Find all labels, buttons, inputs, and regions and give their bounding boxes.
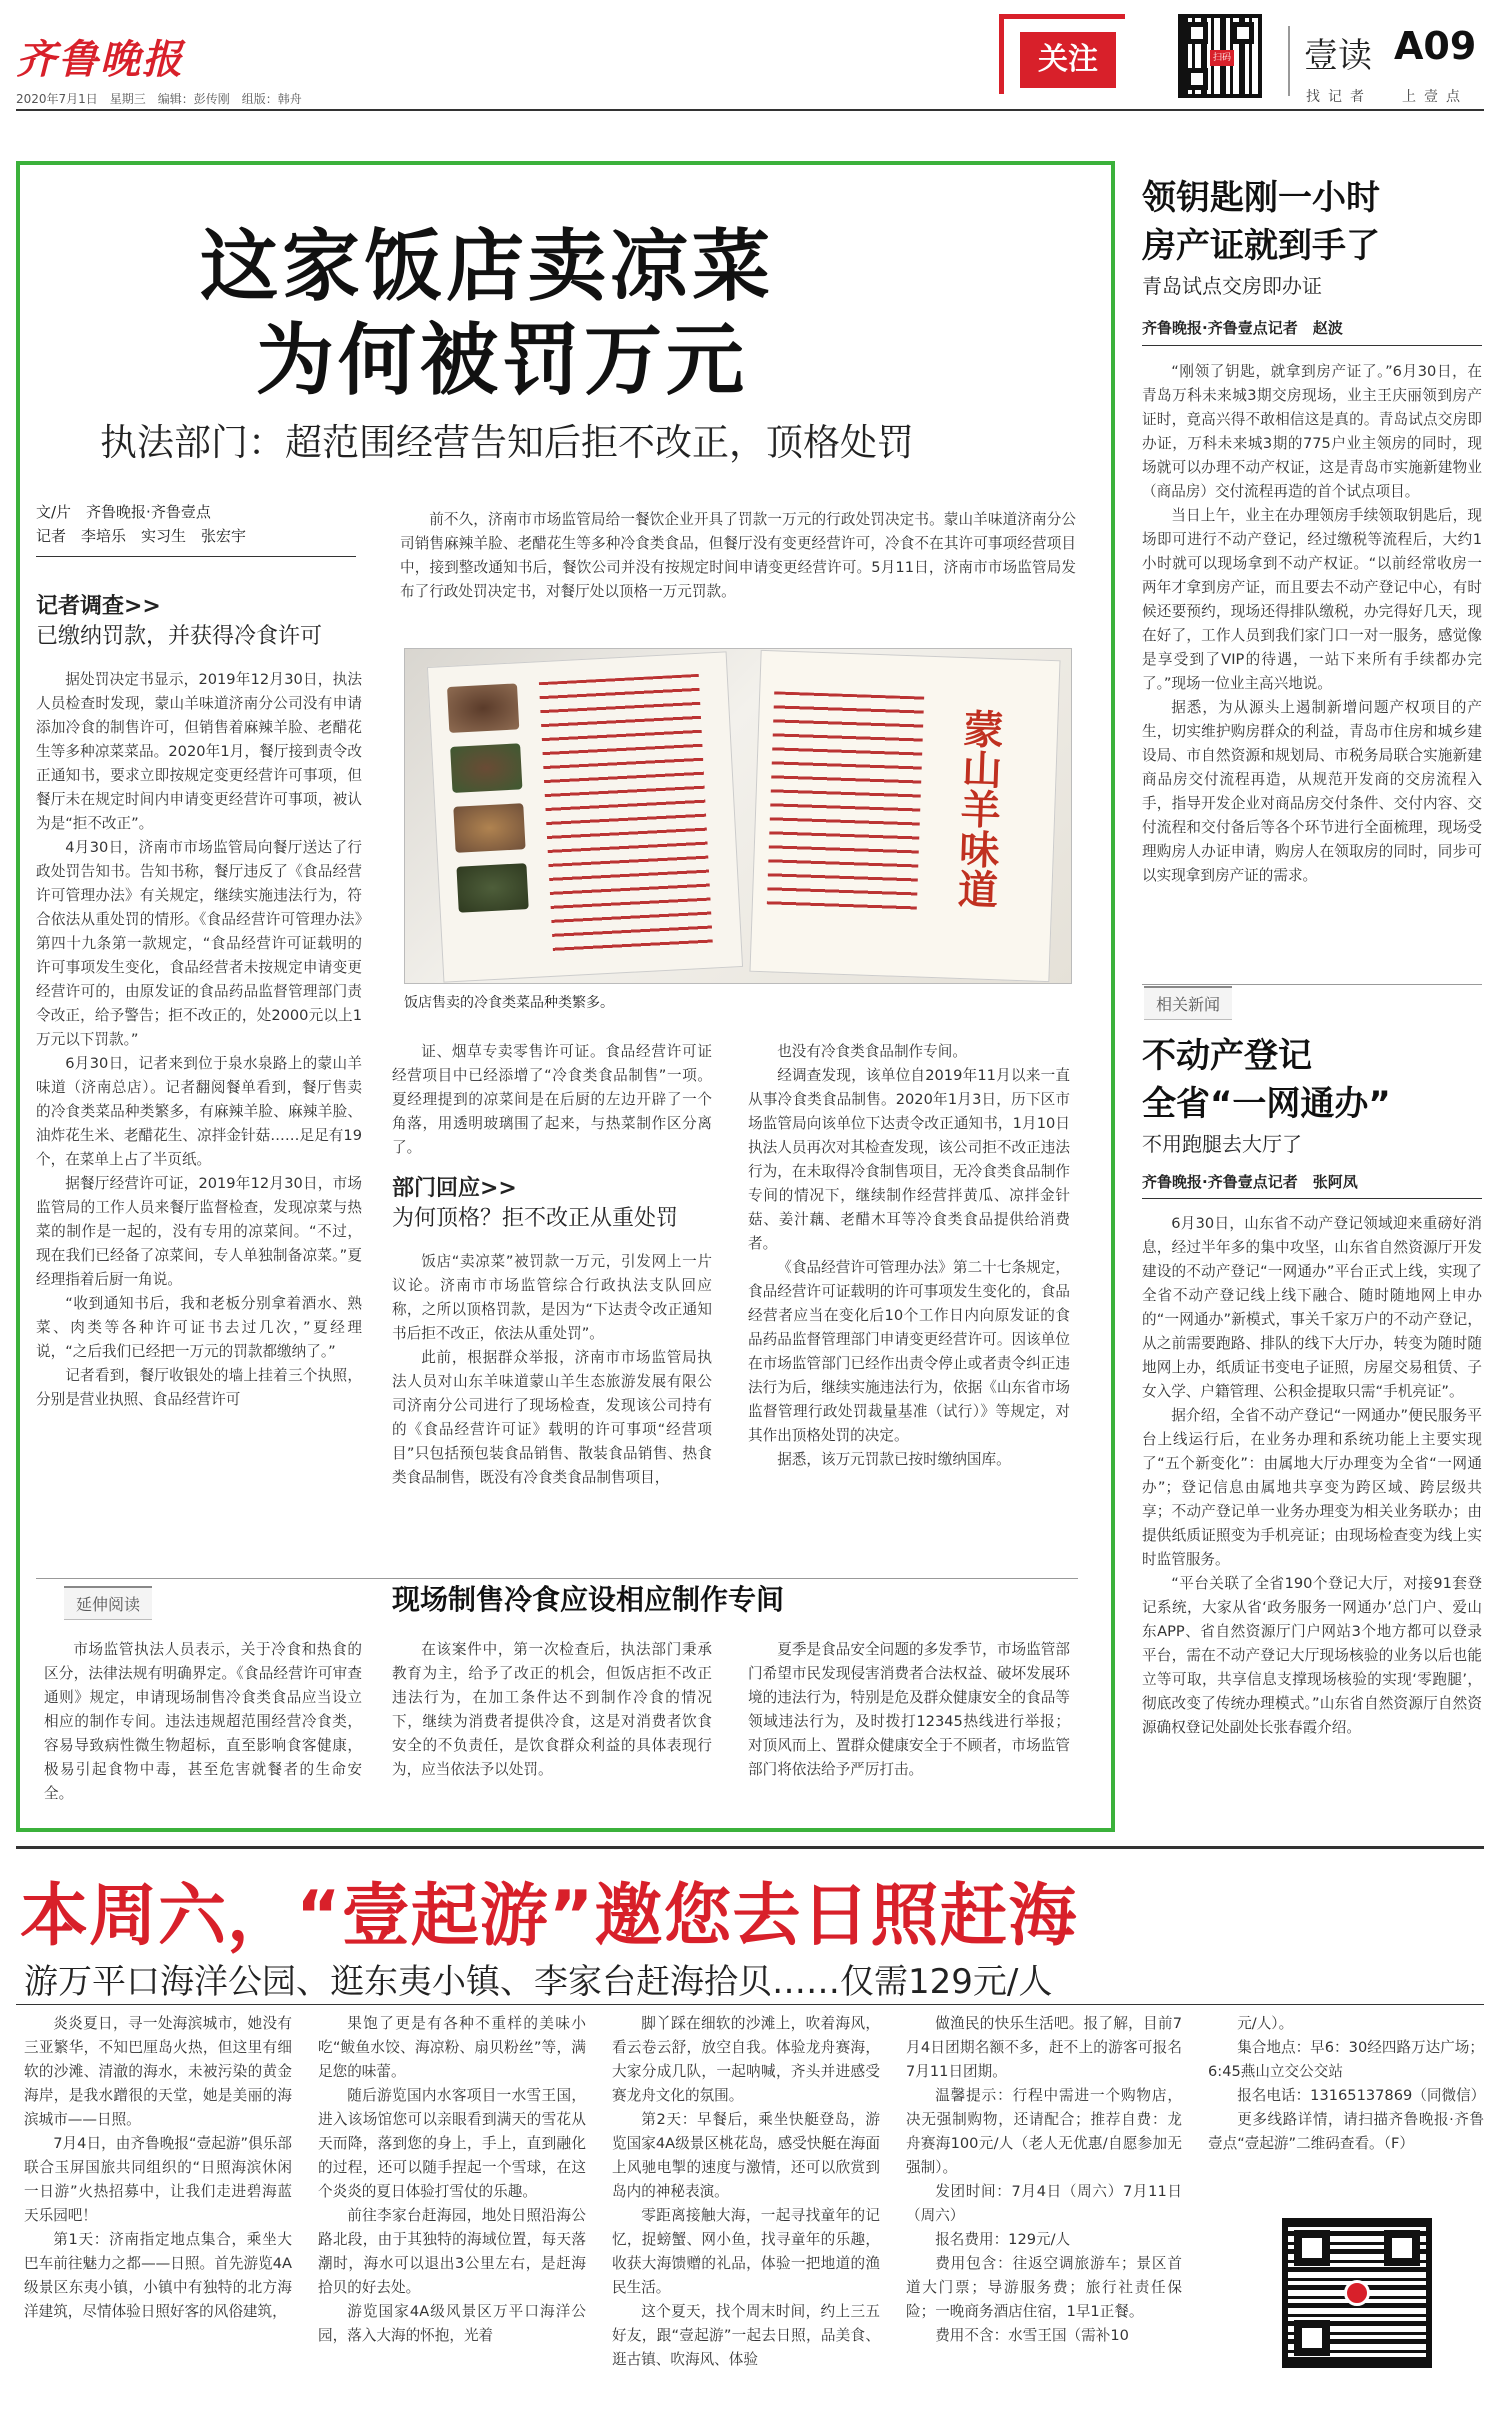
food-thumb bbox=[450, 743, 522, 793]
qr-center-logo bbox=[1344, 2280, 1370, 2306]
ad-para: 报名电话：13165137869（同微信） bbox=[1237, 2087, 1486, 2104]
related-title-2: 全省“一网通办” bbox=[1142, 1084, 1391, 1124]
ad-para: 零距离接触大海，一起寻找童年的记忆，捉螃蟹、网小鱼，找寻童年的乐趣，收获大海馈赠的礼品，体验一把地道的渔民生活。 bbox=[612, 2207, 880, 2296]
col2-para: 证、烟草专卖零售许可证。食品经营许可证经营项目中已经添增了“冷食类食品制售”一项。夏经理提到的凉菜间是在后厨的左边开辟了一个角落，用透明玻璃围了起来，与热菜制作区分离了。 bbox=[392, 1043, 712, 1156]
section1-head: 已缴纳罚款，并获得冷食许可 bbox=[36, 624, 323, 649]
ad-para: 脚丫踩在细软的沙滩上，吹着海风，看云卷云舒，放空自我。体验龙舟赛海，大家分成几队，一起呐喊，齐头并进感受赛龙舟文化的氛围。 bbox=[612, 2015, 880, 2104]
ad-para: 炎炎夏日，寻一处海滨城市，她没有三亚繁华，不知巴厘岛火热，但这里有细软的沙滩、清澈的海水，未被污染的黄金海岸，是我水蹭很的天堂，她是美丽的海滨城市——日照。 bbox=[24, 2015, 292, 2128]
byline-line-2: 记者 李培乐 实习生 张宏宇 bbox=[36, 527, 247, 545]
related-para: 6月30日，山东省不动产登记领域迎来重磅好消息，经过半年多的集中攻坚，山东省自然资源厅开发建设的不动产登记“一网通办”平台正式上线，实现了全省不动产登记线上线下融合、随时随地网上申办的“一网通办”新模式，事关千家万户的不动产登记，从之前需要跑路、排队的线下大厅办，转变为随时随地网上办，纸质证书变电子证照，房屋交易租赁、子女入学、户籍管理、公积金提取只需“手机亮证”。 bbox=[1142, 1215, 1482, 1400]
date-line: 2020年7月1日 星期三 编辑：彭传刚 组版：韩舟 bbox=[16, 92, 302, 106]
masthead bbox=[16, 8, 1484, 110]
ad-para: 7月4日，由齐鲁晚报“壹起游”俱乐部联合玉屏国旅共同组织的“日照海滨休闲一日游”火热招募中，让我们走进碧海蓝天乐园吧！ bbox=[24, 2135, 292, 2224]
ad-subtitle: 游万平口海洋公园、逛东夷小镇、李家台赶海拾贝……仅需129元/人 bbox=[24, 1962, 1053, 2002]
menu-sign: 蒙山羊味道 bbox=[950, 707, 1005, 910]
byline-line-1: 文/片 齐鲁晚报·齐鲁壹点 bbox=[36, 503, 211, 521]
related-rule bbox=[1142, 984, 1482, 985]
ad-para: 费用包含：往返空调旅游车；景区首道大门票；导游服务费；旅行社责任保险；一晚商务酒店住宿，1早1正餐。 bbox=[906, 2255, 1182, 2320]
side-byline: 齐鲁晚报·齐鲁壹点记者 赵波 bbox=[1142, 319, 1343, 337]
main-subtitle: 执法部门：超范围经营告知后拒不改正，顶格处罚 bbox=[100, 421, 914, 464]
ad-para: 费用不含：水雪王国（需补10 bbox=[935, 2327, 1129, 2344]
ad-para: 果饱了更是有各种不重样的美味小吃“鲅鱼水饺、海凉粉、扇贝粉丝”等，满足您的味蕾。 bbox=[318, 2015, 586, 2080]
related-byline-rule bbox=[1142, 1198, 1482, 1199]
side-title-1: 领钥匙刚一小时 bbox=[1142, 178, 1380, 218]
qr-corner bbox=[1232, 22, 1254, 44]
menu-text-lines bbox=[767, 691, 925, 916]
col1-para: 据餐厅经营许可证，2019年12月30日，市场监管局的工作人员来餐厅监督检查，发现凉菜与热菜的制作是一起的，没有专用的凉菜间。“不过，现在我们已经备了凉菜间，专人单独制备凉菜。”夏经理指着后厨一角说。 bbox=[36, 1175, 362, 1288]
extended-tab: 延伸阅读 bbox=[64, 1586, 152, 1620]
masthead-rule bbox=[16, 109, 1484, 111]
section-name: 壹读 bbox=[1304, 36, 1372, 76]
ad-para: 随后游览国内水客项目一水雪王国，进入该场馆您可以亲眼看到满天的雪花从天而降，落到您的身上，手上，直到融化的过程，还可以随手捏起一个雪球，在这个炎炎的夏日体验打雪仗的乐趣。 bbox=[318, 2087, 586, 2200]
side-title-2: 房产证就到手了 bbox=[1142, 226, 1380, 266]
tagline-right: 上壹点 bbox=[1402, 89, 1468, 105]
menu-page-right bbox=[749, 650, 1060, 982]
related-body bbox=[1142, 1212, 1482, 1740]
section-divider bbox=[1288, 26, 1290, 96]
ad-para: 做渔民的快乐生活吧。报了解，目前7月4日团期名额不多，赶不上的游客可报名7月11日团期。 bbox=[906, 2015, 1182, 2080]
related-para: “平台关联了全省190个登记大厅，对接91套登记系统，大家从省‘政务服务一网通办’总门户、爱山东APP、省自然资源厅门户网站3个地方都可以登录平台，需在不动产登记大厅现场核验的业务以后也能立等可取，共享信息支撑现场核验的实现‘零跑腿’，彻底改变了传统办理模式。”山东省自然资源厅自然资源确权登记处副处长张春霞介绍。 bbox=[1142, 1575, 1482, 1736]
qr-corner bbox=[1384, 2230, 1420, 2266]
ad-top-rule bbox=[16, 1846, 1484, 1849]
related-byline: 齐鲁晚报·齐鲁壹点记者 张阿凤 bbox=[1142, 1173, 1358, 1191]
ad-col-2 bbox=[318, 2012, 586, 2348]
related-subtitle: 不用跑腿去大厅了 bbox=[1142, 1132, 1302, 1156]
section-tag: 关注 bbox=[1020, 32, 1116, 88]
section2-head: 为何顶格？拒不改正从重处罚 bbox=[392, 1206, 679, 1231]
col3-para: 也没有冷食类食品制作专间。 bbox=[777, 1043, 967, 1060]
side-para: “刚领了钥匙，就拿到房产证了。”6月30日，在青岛万科未来城3期交房现场，业主王庆丽领到房产证时，竟高兴得不敢相信这是真的。青岛试点交房即办证，万科未来城3期的775户业主领房的同时，现场就可以办理不动产权证，这是青岛市实施新建物业（商品房）交付流程再造的首个试点项目。 bbox=[1142, 363, 1482, 500]
ad-col-4 bbox=[906, 2012, 1182, 2348]
menu-text-lines bbox=[539, 674, 713, 952]
ad-col-5 bbox=[1208, 2012, 1484, 2156]
article-column-2 bbox=[392, 1040, 712, 1160]
extended-col-3: 夏季是食品安全问题的多发季节，市场监管部门希望市民发现侵害消费者合法权益、破坏发展环境的违法行为，特别是危及群众健康安全的食品等领域违法行为，及时拨打12345热线进行举报；对顶风而上、置群众健康安全于不顾者，市场监管部门将依法给予严厉打击。 bbox=[748, 1641, 1070, 1778]
ad-para: 集合地点：早6：30经四路万达广场；6:45燕山立交公交站 bbox=[1208, 2039, 1484, 2080]
col1-para: 4月30日，济南市市场监管局向餐厅送达了行政处罚告知书。告知书称，餐厅违反了《食品经营许可管理办法》有关规定，继续实施违法行为，符合依法从重处罚的情形。《食品经营许可管理办法》第四十九条第一款规定，“食品经营许可证载明的许可事项发生变化，食品经营者未按规定申请变更经营许可的，由原发证的食品药品监督管理部门责令改正，给予警告；拒不改正的，处2000元以上1万元以下罚款。” bbox=[36, 839, 362, 1048]
col3-para: 据悉，该万元罚款已按时缴纳国库。 bbox=[777, 1451, 1011, 1468]
article-column-2b bbox=[392, 1250, 712, 1490]
tagline-left: 找记者 bbox=[1306, 89, 1372, 105]
ad-para: 温馨提示：行程中需进一个购物店，决无强制购物，还请配合；推荐自费：龙舟赛海100元/人（老人无优惠/自愿参加无强制）。 bbox=[906, 2087, 1182, 2176]
related-title-1: 不动产登记 bbox=[1142, 1036, 1312, 1076]
main-byline bbox=[36, 500, 356, 548]
side-byline-rule bbox=[1142, 345, 1482, 346]
qr-center-logo: 扫码 bbox=[1210, 50, 1234, 66]
col1-para: 6月30日，记者来到位于泉水泉路上的蒙山羊味道（济南总店）。记者翻阅餐单看到，餐厅售卖的冷食类菜品种类繁多，有麻辣羊脸、麻辣羊脸、油炸花生米、老醋花生、凉拌金针菇……足足有19个，在菜单上占了半页纸。 bbox=[36, 1055, 362, 1168]
ad-para: 前往李家台赶海园，地处日照沿海公路北段，由于其独特的海域位置，每天落潮时，海水可以退出3公里左右，是赶海拾贝的好去处。 bbox=[318, 2207, 586, 2296]
col1-para: “收到通知书后，我和老板分别拿着酒水、熟菜、肉类等各种许可证书去过几次，”夏经理说，“之后我们已经把一万元的罚款都缴纳了。” bbox=[36, 1295, 362, 1360]
ad-para: 元/人）。 bbox=[1237, 2015, 1294, 2032]
section1-tag: 记者调查>> bbox=[36, 594, 161, 619]
ad-para: 报名费用：129元/人 bbox=[935, 2231, 1071, 2248]
ad-qr-code[interactable] bbox=[1282, 2218, 1432, 2368]
col1-para: 据处罚决定书显示，2019年12月30日，执法人员检查时发现，蒙山羊味道济南分公司没有申请添加冷食的制售许可，但销售着麻辣羊脸、老醋花生等多种凉菜菜品。2020年1月，餐厅接到责令改正通知书，要求立即按规定变更经营许可事项，但餐厅未在规定时间内申请变更经营许可事项，被认为是“拒不改正”。 bbox=[36, 671, 362, 832]
food-thumb bbox=[456, 863, 528, 913]
ad-para: 这个夏天，找个周末时间，约上三五好友，跟“壹起游”一起去日照，品美食、逛古镇、吹海风、体验 bbox=[612, 2303, 880, 2368]
lead-paragraph: 前不久，济南市市场监管局给一餐饮企业开具了罚款一万元的行政处罚决定书。蒙山羊味道济南分公司销售麻辣羊脸、老醋花生等多种冷食类食品，但餐厅没有变更经营许可，冷食不在其许可事项经营项目中，接到整改通知书后，餐饮公司并没有按规定时间申请变更经营许可。5月11日，济南市市场监管局发布了行政处罚决定书，对餐厅处以顶格一万元罚款。 bbox=[400, 511, 1076, 600]
ad-col-3 bbox=[612, 2012, 880, 2372]
col1-para: 记者看到，餐厅收银处的墙上挂着三个执照，分别是营业执照、食品经营许可 bbox=[36, 1367, 362, 1408]
col2-para: 饭店“卖凉菜”被罚款一万元，引发网上一片议论。济南市市场监管综合行政执法支队回应称，之所以顶格罚款，是因为“下达责令改正通知书后拒不改正，依法从重处罚”。 bbox=[392, 1253, 712, 1342]
main-title-2: 为何被罚万元 bbox=[256, 316, 749, 406]
ad-para: 第1天：济南指定地点集合，乘坐大巴车前往魅力之都——日照。首先游览4A级景区东夷小镇，小镇中有独特的北方海洋建筑，尽情体验日照好客的风俗建筑， bbox=[24, 2231, 292, 2320]
food-thumb bbox=[453, 803, 525, 853]
ad-subtitle-rule bbox=[16, 2004, 1484, 2005]
ad-para: 第2天：早餐后，乘坐快艇登岛，游览国家4A级景区桃花岛，感受快艇在海面上风驰电掣的速度与激情，还可以欣赏到岛内的神秘表演。 bbox=[612, 2111, 880, 2200]
ad-para: 发团时间：7月4日（周六）7月11日（周六） bbox=[906, 2183, 1182, 2224]
related-tab: 相关新闻 bbox=[1144, 986, 1232, 1020]
side-subtitle: 青岛试点交房即办证 bbox=[1142, 274, 1322, 298]
col2-para: 此前，根据群众举报，济南市市场监管局执法人员对山东羊味道蒙山羊生态旅游发展有限公司济南分公司进行了现场检查，发现该公司持有的《食品经营许可证》载明的许可事项“经营项目”只包括预包装食品销售、散装食品销售、热食类食品制售，既没有冷食类食品制售项目， bbox=[392, 1349, 712, 1486]
side-para: 据悉，为从源头上遏制新增问题产权项目的产生，切实维护购房群众的利益，青岛市住房和城乡建设局、市自然资源和规划局、市税务局联合实施新建商品房交付流程再造，从规范开发商的交房流程入手，指导开发企业对商品房交付条件、交付内容、交付流程和交付备后等各个环节进行全面梳理，现场受理购房人办证申请，购房人在领取房的同时，同步可以实现拿到房产证的需求。 bbox=[1142, 699, 1482, 884]
ad-title: 本周六，“壹起游”邀您去日照赶海 bbox=[20, 1877, 1078, 1956]
qr-corner bbox=[1186, 22, 1208, 44]
page-number: A09 bbox=[1394, 24, 1477, 68]
newspaper-logo: 齐鲁晚报 bbox=[16, 36, 184, 83]
extended-head: 现场制售冷食应设相应制作专间 bbox=[392, 1583, 785, 1616]
qr-code[interactable] bbox=[1178, 14, 1262, 98]
article-column-3 bbox=[748, 1040, 1070, 1472]
food-thumb bbox=[447, 683, 519, 733]
ad-para: 游览国家4A级风景区万平口海洋公园，落入大海的怀抱，光着 bbox=[318, 2303, 586, 2344]
main-title-1: 这家饭店卖凉菜 bbox=[200, 222, 775, 312]
qr-corner bbox=[1186, 68, 1208, 90]
extended-col-1: 市场监管执法人员表示，关于冷食和热食的区分，法律法规有明确界定。《食品经营许可审查通则》规定，申请现场制售冷食类食品应当设立相应的制作专间。违法违规超范围经营冷食类，容易导致病性微生物超标，直至影响食客健康，极易引起食物中毒，甚至危害就餐者的生命安全。 bbox=[44, 1641, 362, 1802]
article-column-1 bbox=[36, 668, 362, 1412]
menu-page-left bbox=[427, 651, 743, 982]
ad-col-1 bbox=[24, 2012, 292, 2324]
qr-corner bbox=[1294, 2320, 1330, 2356]
section2-tag: 部门回应>> bbox=[392, 1176, 517, 1201]
qr-corner bbox=[1294, 2230, 1330, 2266]
ad-para: 更多线路详情，请扫描齐鲁晚报·齐鲁壹点“壹起游”二维码查看。（F） bbox=[1208, 2111, 1484, 2152]
menu-photo bbox=[404, 648, 1072, 984]
related-para: 据介绍，全省不动产登记“一网通办”便民服务平台上线运行后，在业务办理和系统功能上主要实现了“五个新变化”：由属地大厅办理变为全省“一网通办”；登记信息由属地共享变为跨区域、跨层级共享；不动产登记单一业务办理变为相关业务联办；由提供纸质证照变为手机亮证；由现场检查变为线上实时监管服务。 bbox=[1142, 1407, 1482, 1568]
side-para: 当日上午，业主在办理领房手续领取钥匙后，现场即可进行不动产登记，经过缴税等流程后，大约1小时就可以现场拿到不动产权证。“以前经常收房一两年才拿到房产证，而且要去不动产登记中心，有时候还要预约，现场还得排队缴税，办完得好几天，现在好了，工作人员到我们家门口一对一服务，感觉像是享受到了VIP的待遇，一站下来所有手续都办完了。”现场一位业主高兴地说。 bbox=[1142, 507, 1482, 692]
col3-para: 经调查发现，该单位自2019年11月以来一直从事冷食类食品制售。2020年1月3日，历下区市场监管局向该单位下达责令改正通知书，1月10日执法人员再次对其检查发现，该公司拒不改正违法行为，在未取得冷食制售项目，无冷食类食品制作专间的情况下，继续制作经营拌黄瓜、凉拌金针菇、姜汁藕、老醋木耳等冷食类食品提供给消费者。 bbox=[748, 1067, 1070, 1252]
extended-col-2: 在该案件中，第一次检查后，执法部门秉承教育为主，给予了改正的机会，但饭店拒不改正违法行为，在加工条件达不到制作冷食的情况下，继续为消费者提供冷食，这是对消费者饮食安全的不负责任，是饮食群众利益的具体表现行为，应当依法予以处罚。 bbox=[392, 1641, 712, 1778]
byline-rule bbox=[36, 556, 356, 557]
side-story-body bbox=[1142, 360, 1482, 888]
photo-caption: 饭店售卖的冷食类菜品种类繁多。 bbox=[404, 995, 614, 1011]
col3-para: 《食品经营许可管理办法》第二十七条规定，食品经营许可证载明的许可事项发生变化的，食品经营者应当在变化后10个工作日内向原发证的食品药品监督管理部门申请变更经营许可。因该单位在市场监管部门已经作出责令停止或者责令纠正违法行为后，继续实施违法行为，依据《山东省市场监督管理行政处罚裁量基准（试行）》等规定，对其作出顶格处罚的决定。 bbox=[748, 1259, 1070, 1444]
